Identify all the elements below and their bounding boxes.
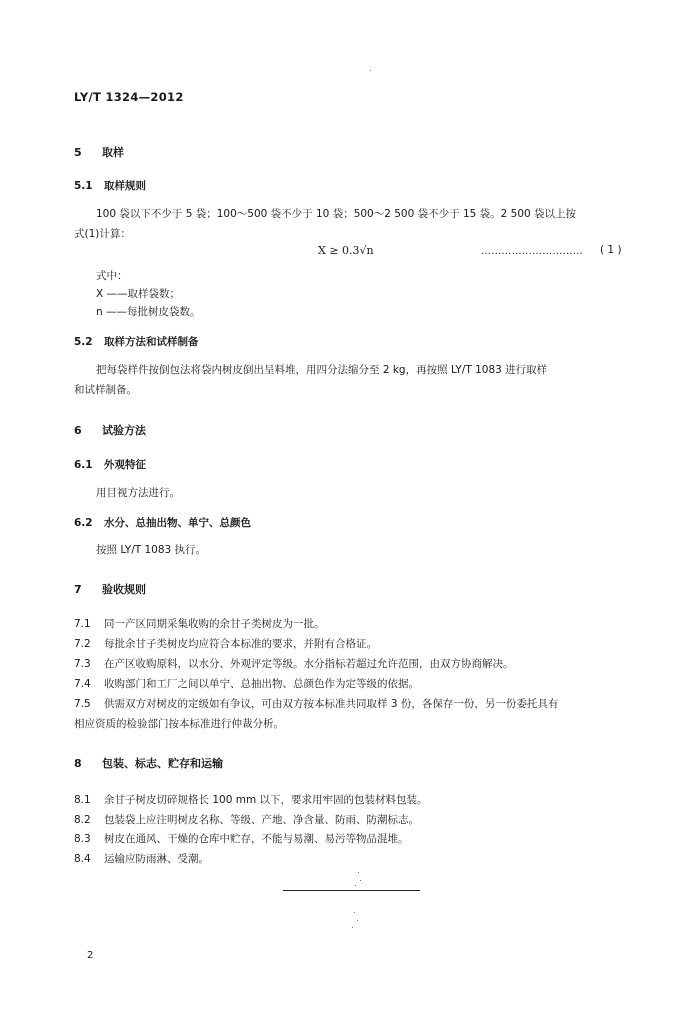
clause-number: 8.4 [74,853,91,865]
section-7-title: 验收规则 [102,583,146,596]
section-6-2-heading [74,515,251,530]
section-5-title: 取样 [102,146,124,159]
section-5-2-title: 取样方法和试样制备 [104,336,199,348]
clause-number: 7.3 [74,658,91,670]
clause-number: 7.4 [74,678,91,690]
clause-number: 7.5 [74,698,91,710]
clause-7-3 [74,656,514,671]
formula-number: ( 1 ) [600,244,622,256]
clause-8-4 [74,851,209,866]
section-5-1-title: 取样规则 [104,180,146,192]
clause-text: 收购部门和工厂之间以单宁、总抽出物、总颜色作为定等级的依据。 [104,678,419,690]
clause-number: 7.2 [74,638,91,650]
clause-text: 运输应防雨淋、受潮。 [104,853,209,865]
clause-7-1 [74,616,325,631]
sampling-rule-line-1: 100 袋以下不少于 5 袋；100～500 袋不少于 10 袋；500～2 500 袋不少于 15 袋。2 500 袋以上按 [96,208,577,220]
section-5-1-number: 5.1 [74,180,93,192]
scan-speck [358,872,359,873]
scan-speck [352,927,353,928]
section-8-heading [74,755,223,771]
clause-text: 同一产区同期采集收购的余甘子类树皮为一批。 [104,618,325,630]
clause-text: 包装袋上应注明树皮名称、等级、产地、净含量、防雨、防潮标志。 [104,814,419,826]
variable-n-definition: n ——每批树皮袋数。 [96,306,201,318]
section-6-1-title: 外观特征 [104,459,146,471]
clause-text: 每批余甘子类树皮均应符合本标准的要求，并附有合格证。 [104,638,377,650]
scan-speck [370,70,371,71]
scan-speck [354,912,355,913]
section-5-2-heading [74,334,199,349]
scan-speck [357,920,358,921]
sampling-method-line-2: 和试样制备。 [74,384,137,396]
clause-number: 8.3 [74,833,91,845]
clause-8-2 [74,812,419,827]
clause-8-3 [74,831,409,846]
formula-leader-dots: ………………………… [481,246,583,257]
scan-speck [355,885,356,886]
section-8-number: 8 [74,757,82,770]
page-number: 2 [87,950,94,961]
section-6-title: 试验方法 [102,424,146,437]
section-6-1-text: 用目视方法进行。 [96,487,180,499]
variable-x-definition: X ——取样袋数； [96,288,181,300]
section-6-2-number: 6.2 [74,517,93,529]
standard-code-header: LY/T 1324—2012 [74,90,184,104]
clause-text: 余甘子树皮切碎规格长 100 mm 以下，要求用牢固的包装材料包装。 [104,794,428,806]
section-8-title: 包装、标志、贮存和运输 [102,757,223,770]
section-6-number: 6 [74,424,82,437]
section-5-heading [74,144,124,160]
clause-7-5-continued: 相应资质的检验部门按本标准进行仲裁分析。 [74,718,284,730]
clause-number: 8.1 [74,794,91,806]
clause-7-5 [74,696,558,711]
section-7-number: 7 [74,583,82,596]
formula-1: X ≥ 0.3√n [318,244,374,257]
clause-7-4 [74,676,419,691]
where-label: 式中： [96,270,128,282]
clause-text: 在产区收购原料，以水分、外观评定等级。水分指标若超过允许范围，由双方协商解决。 [104,658,514,670]
clause-8-1 [74,792,428,807]
end-rule [283,890,420,891]
section-5-number: 5 [74,146,82,159]
clause-text: 树皮在通风、干燥的仓库中贮存，不能与易潮、易污等物品混堆。 [104,833,409,845]
section-7-heading [74,581,146,597]
clause-text: 供需双方对树皮的定级如有争议，可由双方按本标准共同取样 3 份，各保存一份，另一份委托具有 [104,698,559,710]
clause-number: 7.1 [74,618,91,630]
section-6-1-number: 6.1 [74,459,93,471]
section-6-2-text: 按照 LY/T 1083 执行。 [96,544,207,556]
section-6-1-heading [74,457,146,472]
section-5-1-heading [74,178,146,193]
sampling-rule-line-2: 式(1)计算： [74,228,131,240]
section-6-heading [74,422,146,438]
clause-7-2 [74,636,377,651]
section-5-2-number: 5.2 [74,336,93,348]
sampling-method-line-1: 把每袋样件按倒包法将袋内树皮倒出呈料堆，用四分法缩分至 2 kg，再按照 LY/T 1083 进行取样 [96,364,548,376]
scan-speck [360,880,361,881]
clause-number: 8.2 [74,814,91,826]
section-6-2-title: 水分、总抽出物、单宁、总颜色 [104,517,251,529]
